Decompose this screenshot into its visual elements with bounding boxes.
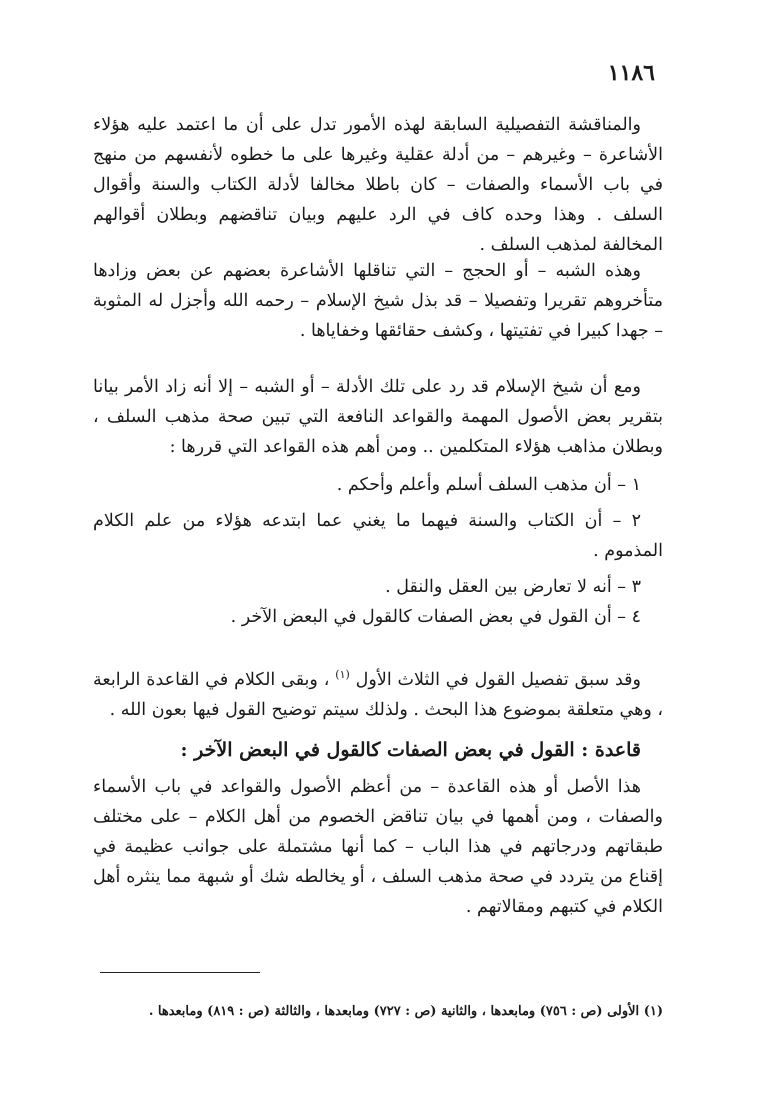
body-text-shubah: [93, 256, 663, 346]
section-heading: قاعدة : القول في بعض الصفات كالقول في البعض الآخر :: [180, 739, 641, 761]
rules-list: [93, 470, 663, 632]
paragraph-rule: هذا الأصل أو هذه القاعدة – من أعظم الأصول والقواعد في باب الأسماء والصفات ، ومن أهمها في بيان تناقض الخصوم من أهل الكلام – على مختلف طبقاتهم ودرجاتهم في هذا الباب – كما أنها مشتملة على جوانب عظيمة في إقناع من يتردد في صحة مذهب السلف ، أو يخالطه شك أو شبهة مما ينثره أهل الكلام في كتبهم ومقالاتهم .: [93, 777, 663, 917]
paragraph-conclusion: والمناقشة التفصيلية السابقة لهذه الأمور تدل على أن ما اعتمد عليه هؤلاء الأشاعرة – وغيرهم – من أدلة عقلية وغيرها على ما خطوه لأنفسهم من منهج في باب الأسماء والصفات – كان باطلا مخالفا لأدلة الكتاب والسنة وأقوال السلف . وهذا وحده كاف في الرد عليهم وبيان تناقضهم وبطلان أقوالهم المخالفة لمذهب السلف .: [93, 115, 663, 255]
rule-item: ٢ – أن الكتاب والسنة فيهما ما يغني عما ابتدعه هؤلاء من علم الكلام المذموم .: [93, 511, 663, 561]
rule-item: ١ – أن مذهب السلف أسلم وأعلم وأحكم .: [336, 475, 641, 495]
body-text-rule: [93, 772, 663, 922]
summary-text-after: ، وبقى الكلام في القاعدة الرابعة ، وهي متعلقة بموضوع هذا البحث . ولذلك سيتم توضيح القول فيها بعون الله .: [93, 669, 663, 720]
rule-item: ٣ – أنه لا تعارض بين العقل والنقل .: [385, 577, 641, 597]
body-text-summary: [93, 660, 663, 725]
footnote-reference: (١): [335, 668, 350, 681]
paragraph-summary: [93, 660, 663, 725]
summary-text-before: وقد سبق تفصيل القول في الثلاث الأول: [355, 669, 641, 690]
rule-item: ٤ – أن القول في بعض الصفات كالقول في البعض الآخر .: [230, 607, 641, 627]
section-heading-block: [93, 735, 663, 765]
paragraph-rules-intro: ومع أن شيخ الإسلام قد رد على تلك الأدلة – أو الشبه – إلا أنه زاد الأمر بيانا بتقرير بعض الأصول المهمة والقواعد النافعة التي تبين صحة مذهب السلف ، وبطلان مذاهب هؤلاء المتكلمين .. ومن أهم هذه القواعد التي قررها :: [93, 377, 663, 457]
body-text-rules-intro: [93, 372, 663, 462]
footnote: (١) الأولى (ص : ٧٥٦) ومابعدها ، والثانية (ص : ٧٢٧) ومابعدها ، والثالثة (ص : ٨١٩) ومابعدها .: [148, 1004, 663, 1019]
page-number: ١١٨٦: [607, 60, 655, 86]
paragraph-shubah: وهذه الشبه – أو الحجج – التي تناقلها الأشاعرة بعضهم عن بعض وزادها متأخروهم تقريرا وتفصيلا – قد بذل شيخ الإسلام – رحمه الله وأجزل له المثوبة – جهدا كبيرا في تفتيتها ، وكشف حقائقها وخفاياها .: [93, 261, 663, 341]
footnote-divider: [100, 972, 260, 973]
body-text-top: [93, 110, 663, 260]
